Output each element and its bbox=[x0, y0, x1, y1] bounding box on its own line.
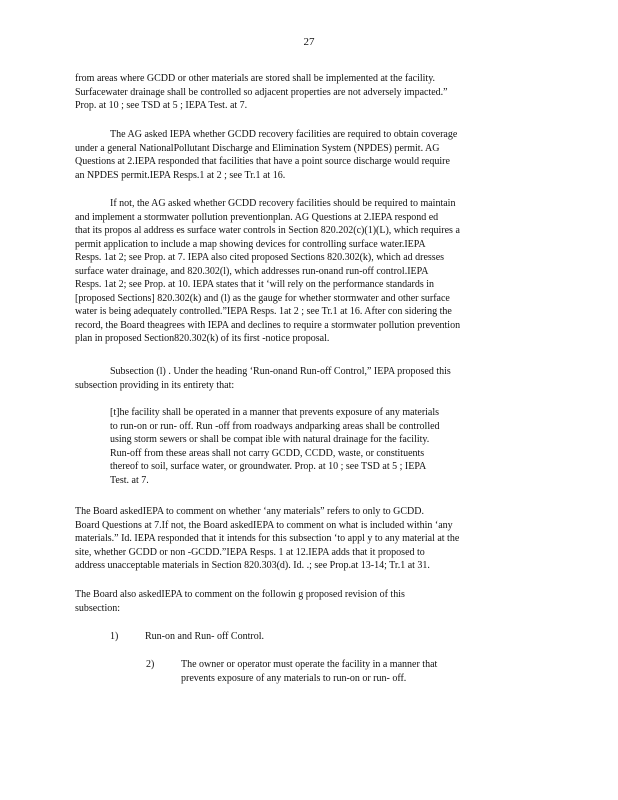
text-line: subsection: bbox=[75, 602, 120, 614]
text-line: record, the Board theagrees with IEPA and declines to require a stormwater pollution prevention bbox=[75, 319, 461, 331]
text-line: using storm sewers or shall be compat ible with natural drainage for the facility. bbox=[110, 434, 430, 445]
text-line: The AG asked IEPA whether GCDD recovery facilities are required to obtain coverage bbox=[110, 129, 458, 140]
text-line: Subsection (l) . Under the heading ‘Run-onand Run-off Control,” IEPA proposed this bbox=[110, 366, 451, 377]
paragraph-4 bbox=[75, 365, 545, 392]
text-line: Resps. 1at 2; see Prop. at 7. IEPA also cited proposed Sections 820.302(k), which ad dresses bbox=[75, 252, 445, 263]
text-line: Prop. at 10 ; see TSD at 5 ; IEPA Test. at 7. bbox=[75, 100, 248, 111]
text-line: address unacceptable materials in Section 820.303(d). Id. .; see Prop.at 13-14; Tr.1 at 31. bbox=[75, 560, 430, 571]
text-line: If not, the AG asked whether GCDD recovery facilities should be required to maintain bbox=[110, 198, 456, 209]
text-line: to run-on or run- off. Run -off from roadways andparking areas shall be controlled bbox=[110, 420, 440, 432]
text-line: The Board askedIEPA to comment on whether ‘any materials” refers to only to GCDD. bbox=[75, 506, 424, 517]
text-line: The owner or operator must operate the facility in a manner that bbox=[181, 659, 438, 670]
list-number: 2) bbox=[146, 659, 155, 670]
list-text: Run-on and Run- off Control. bbox=[145, 631, 264, 642]
text-line: Run-off from these areas shall not carry GCDD, CCDD, waste, or constituents bbox=[110, 447, 425, 459]
block-quote bbox=[110, 406, 515, 487]
text-line: materials.” Id. IEPA responded that it intends for this subsection ‘to appl y to any material at the bbox=[75, 533, 460, 544]
text-line: Board Questions at 7.If not, the Board askedIEPA to comment on what is included within ‘any bbox=[75, 519, 453, 531]
text-line: thereof to soil, surface water, or groundwater. Prop. at 10 ; see TSD at 5 ; IEPA bbox=[110, 461, 427, 472]
text-line: an NPDES permit.IEPA Resps.1 at 2 ; see Tr.1 at 16. bbox=[75, 169, 286, 181]
text-line: and implement a stormwater pollution preventionplan. AG Questions at 2.IEPA respond ed bbox=[75, 211, 439, 223]
text-line: water is being adequately controlled.”IEPA Resps. 1at 2 ; see Tr.1 at 16. After con sidering the bbox=[75, 306, 452, 317]
text-line: Test. at 7. bbox=[110, 474, 149, 486]
list-item-level-2 bbox=[146, 658, 437, 685]
text-line: Questions at 2.IEPA responded that facilities that have a point source discharge would require bbox=[75, 156, 450, 167]
text-line: The Board also askedIEPA to comment on the followin g proposed revision of this bbox=[75, 589, 405, 600]
paragraph-6 bbox=[75, 588, 545, 615]
text-line: from areas where GCDD or other materials are stored shall be implemented at the facility. bbox=[75, 73, 436, 84]
text-line: [proposed Sections] 820.302(k) and (l) as the gauge for whether stormwater and other surface bbox=[75, 292, 450, 304]
text-line: under a general NationalPollutant Discharge and Elimination System (NPDES) permit. AG bbox=[75, 142, 440, 154]
list-number: 1) bbox=[110, 631, 119, 642]
text-line: site, whether GCDD or non -GCDD.”IEPA Resps. 1 at 12.IEPA adds that it proposed to bbox=[75, 546, 425, 558]
list-item-level-1 bbox=[110, 630, 264, 644]
text-line: Resps. 1at 2; see Prop. at 10. IEPA states that it ‘will rely on the performance standards in bbox=[75, 279, 435, 290]
paragraph-1 bbox=[75, 72, 545, 113]
paragraph-5 bbox=[75, 505, 545, 573]
paragraph-3 bbox=[75, 197, 545, 346]
paragraph-2 bbox=[75, 128, 545, 182]
page-number: 27 bbox=[303, 36, 315, 48]
text-line: prevents exposure of any materials to run-on or run- off. bbox=[181, 672, 407, 684]
text-line: [t]he facility shall be operated in a manner that prevents exposure of any materials bbox=[110, 407, 440, 418]
text-line: that its propos al address es surface water controls in Section 820.202(c)(1)(L), which requires a bbox=[75, 225, 460, 236]
text-line: permit application to include a map showing devices for controlling surface water.IEPA bbox=[75, 238, 426, 250]
text-line: subsection providing in its entirety that: bbox=[75, 379, 235, 391]
text-line: surface water drainage, and 820.302(l), which addresses run-onand run-off control.IEPA bbox=[75, 265, 429, 277]
text-line: plan in proposed Section820.302(k) of its first -notice proposal. bbox=[75, 333, 330, 344]
text-line: Surfacewater drainage shall be controlled so adjacent properties are not adversely impacted.” bbox=[75, 86, 448, 98]
